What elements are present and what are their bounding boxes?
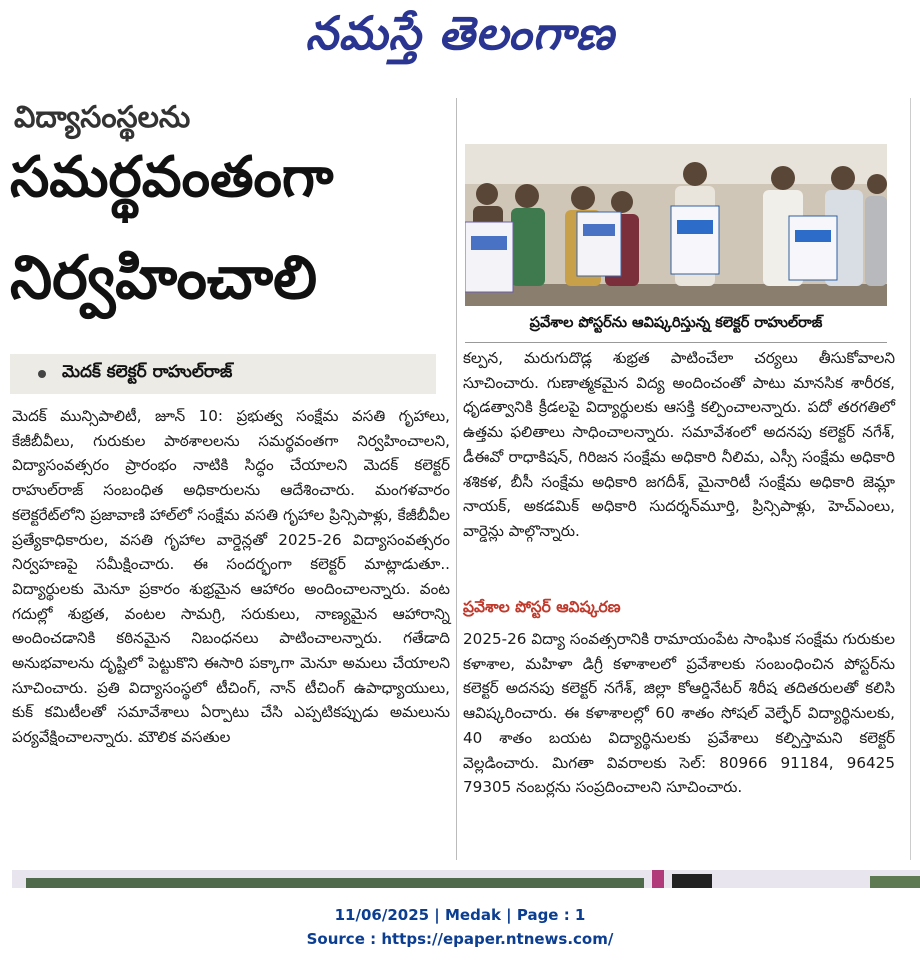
- photo-caption: ప్రవేశాల పోస్టర్‌ను ఆవిష్కరిస్తున్న కలెక్టర్ రాహుల్‌రాజ్: [465, 308, 887, 343]
- masthead: [0, 0, 920, 78]
- byline-text: మెదక్ కలెక్టర్ రాహుల్‌రాజ్: [62, 362, 233, 382]
- article-left-column: మెదక్ మున్సిపాలిటీ, జూన్ 10: ప్రభుత్వ సంక్షేమ వసతి గృహాలు, కేజీబీవీలు, గురుకుల పాఠశాలలను సమర్థవంతగా నిర్వహించాలని, విద్యాసంవత్సరం ప్రారంభం నాటికి సిద్ధం చేయాలని మెదక్ కలెక్టర్ రాహుల్‌రాజ్ సంబంధిత అధికారులను ఆదేశించారు. మంగళవారం కలెక్టరేట్‌లోని ప్రజావాణి హాల్‌లో సంక్షేమ వసతి గృహాల ప్రిన్సిపాళ్లు, కేజీబీవీల ప్రత్యేకాధికారుల, వసతి గృహాల వార్డెన్లతో 2025-26 విద్యాసంవత్సరం నిర్వహణపై సమీక్షించారు. ఈ సందర్భంగా కలెక్టర్ మాట్లాడుతూ.. విద్యార్థులకు మెనూ ప్రకారం శుభ్రమైన ఆహారం అందించాలన్నారు. వంట గదుల్లో శుభ్రత, వంటల సామగ్రి, సరుకులు, నాణ్యమైన ఆహారాన్ని అందించడానికి కఠినమైన నిబంధనలు పాటించాలన్నారు. గతేడాది అనుభవాలను దృష్టిలో పెట్టుకొని ఈసారి పక్కాగా మెనూ అమలు చేయాలని సూచించారు. ప్రతి విద్యాసంస్థలో టీచింగ్, నాన్ టీచింగ్ ఉపాధ్యాయులు, కుక్ కమిటీలతో సమావేశాలు ఏర్పాటు చేసి ఎప్పటికప్పుడు అమలును పర్యవేక్షించాలన్నారు. మౌలిక వసతుల: [12, 407, 450, 747]
- headline-line-1: సమర్థవంతంగా: [10, 145, 334, 210]
- photo-illustration: [465, 144, 887, 306]
- right-edge-divider: [910, 98, 911, 860]
- column-divider: [456, 98, 457, 860]
- headline-line-2: నిర్వహించాలి: [10, 243, 318, 313]
- headline-kicker: విద్యాసంస్థలను: [14, 100, 191, 135]
- byline-box: [10, 354, 436, 394]
- next-article-strip: [12, 870, 920, 888]
- section-subhead: ప్రవేశాల పోస్టర్ ఆవిష్కరణ: [463, 598, 621, 616]
- footer-source: Source : https://epaper.ntnews.com/: [306, 930, 614, 948]
- article-right-column: కల్పన, మరుగుదొడ్ల శుభ్రత పాటించేలా చర్యలు తీసుకోవాలని సూచించారు. గుణాత్మకమైన విద్య అందించంతో పాటు మానసిక శారీరక, ధృడత్వానికి క్రీడలపై విద్యార్థులకు ఆసక్తి కల్పించాలన్నారు. పదో తరగతిలో ఉత్తమ ఫలితాలు సాధించాలన్నారు. సమావేశంలో అదనపు కలెక్టర్ నగేశ్, డీఈవో రాధాకిషన్, గిరిజన సంక్షేమ అధికారి నీలిమ, ఎస్సీ సంక్షేమ అధికారి శశికళ, బీసీ సంక్షేమ అధికారి జగదీశ్, మైనారిటీ సంక్షేమ అధికారి జెమ్లా నాయక్, అకడమిక్ అధికారి సుదర్శన్‌మూర్తి, ప్రిన్సిపాళ్లు, హెచ్ఎంలు, వార్డెన్లు పాల్గొన్నారు.: [463, 349, 895, 540]
- article-right-column-2: 2025-26 విద్యా సంవత్సరానికి రామాయంపేట సాంఘిక సంక్షేమ గురుకుల కళాశాల, మహిళా డిగ్రీ కళాశాలలో ప్రవేశాలకు సంబంధించిన పోస్టర్‌ను కలెక్టర్ అదనపు కలెక్టర్ నగేశ్, జిల్లా కోఆర్డినేటర్ శిరీష తదితరులతో కలిసి ఆవిష్కరించారు. ఈ కళాశాలల్లో 60 శాతం సోషల్ వెల్ఫేర్ విద్యార్థినులకు, 40 శాతం బయట విద్యార్థినులకు ప్రవేశాలు కల్పిస్తామని కలెక్టర్ వెల్లడించారు. మిగతా వివరాలకు సెల్: 80966 91184, 96425 79305 నంబర్లను సంప్రదించాలని సూచించారు.: [463, 630, 895, 797]
- footer-date-edition: 11/06/2025 | Medak | Page : 1: [334, 906, 586, 924]
- masthead-title: నమస్తే తెలంగాణ: [305, 6, 615, 60]
- next-article-photo: [12, 870, 920, 888]
- bullet-icon: [38, 370, 46, 378]
- news-photo: [465, 144, 887, 306]
